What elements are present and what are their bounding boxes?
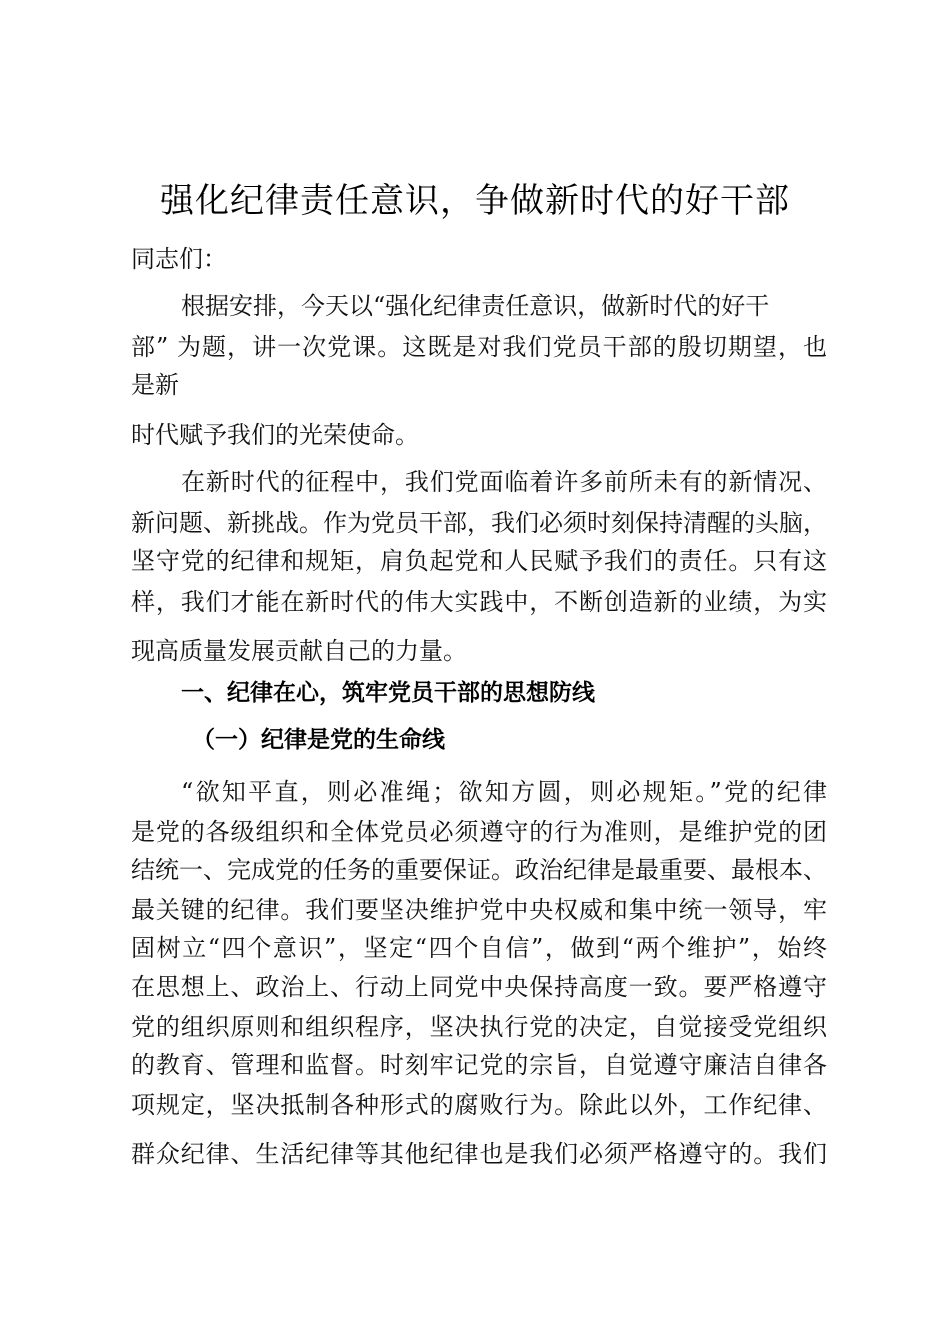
para2-line-1: 在新时代的征程中，我们党面临着许多前所未有的新情况、 — [181, 468, 827, 496]
para3-line-7: 党的组织原则和组织程序，坚决执行党的决定，自觉接受党组织 — [131, 1013, 827, 1041]
document-title: 强化纪律责任意识，争做新时代的好干部 — [160, 181, 790, 221]
para3-line-3: 结统一、完成党的任务的重要保证。政治纪律是最重要、最根本、 — [131, 856, 827, 884]
para3-line-10: 群众纪律、生活纪律等其他纪律也是我们必须严格遵守的。我们 — [131, 1140, 827, 1168]
para3-line-6: 在思想上、政治上、行动上同党中央保持高度一致。要严格遵守 — [131, 973, 827, 1001]
para2-line-2: 新问题、新挑战。作为党员干部，我们必须时刻保持清醒的头脑， — [131, 509, 827, 537]
para3-line-8: 的教育、管理和监督。时刻牢记党的宗旨，自觉遵守廉洁自律各 — [131, 1051, 827, 1079]
para2-line-4: 样，我们才能在新时代的伟大实践中，不断创造新的业绩，为实 — [131, 588, 827, 616]
para3-line-4: 最关键的纪律。我们要坚决维护党中央权威和集中统一领导，牢 — [131, 896, 827, 924]
intro-line-1: 根据安排，今天以“强化纪律责任意识，做新时代的好干 — [181, 292, 770, 320]
intro-line-3: 是新 — [131, 371, 179, 399]
para2-line-3: 坚守党的纪律和规矩，肩负起党和人民赋予我们的责任。只有这 — [131, 547, 827, 575]
section-heading: 一、纪律在心，筑牢党员干部的思想防线 — [181, 680, 595, 706]
salutation: 同志们： — [131, 245, 227, 273]
para2-line-5: 现高质量发展贡献自己的力量。 — [131, 637, 467, 665]
intro-line-2: 部” 为题，讲一次党课。这既是对我们党员干部的殷切期望，也 — [131, 333, 827, 361]
intro-line-4: 时代赋予我们的光荣使命。 — [131, 421, 419, 449]
para3-line-5: 固树立“四个意识”，坚定“四个自信”，做到“两个维护”，始终 — [131, 934, 827, 962]
para3-line-2: 是党的各级组织和全体党员必须遵守的行为准则，是维护党的团 — [131, 818, 827, 846]
para3-line-9: 项规定，坚决抵制各种形式的腐败行为。除此以外，工作纪律、 — [131, 1091, 827, 1119]
subsection-heading: （一）纪律是党的生命线 — [192, 726, 445, 753]
para3-line-1: “欲知平直，则必准绳；欲知方圆，则必规矩。”党的纪律 — [181, 778, 827, 806]
